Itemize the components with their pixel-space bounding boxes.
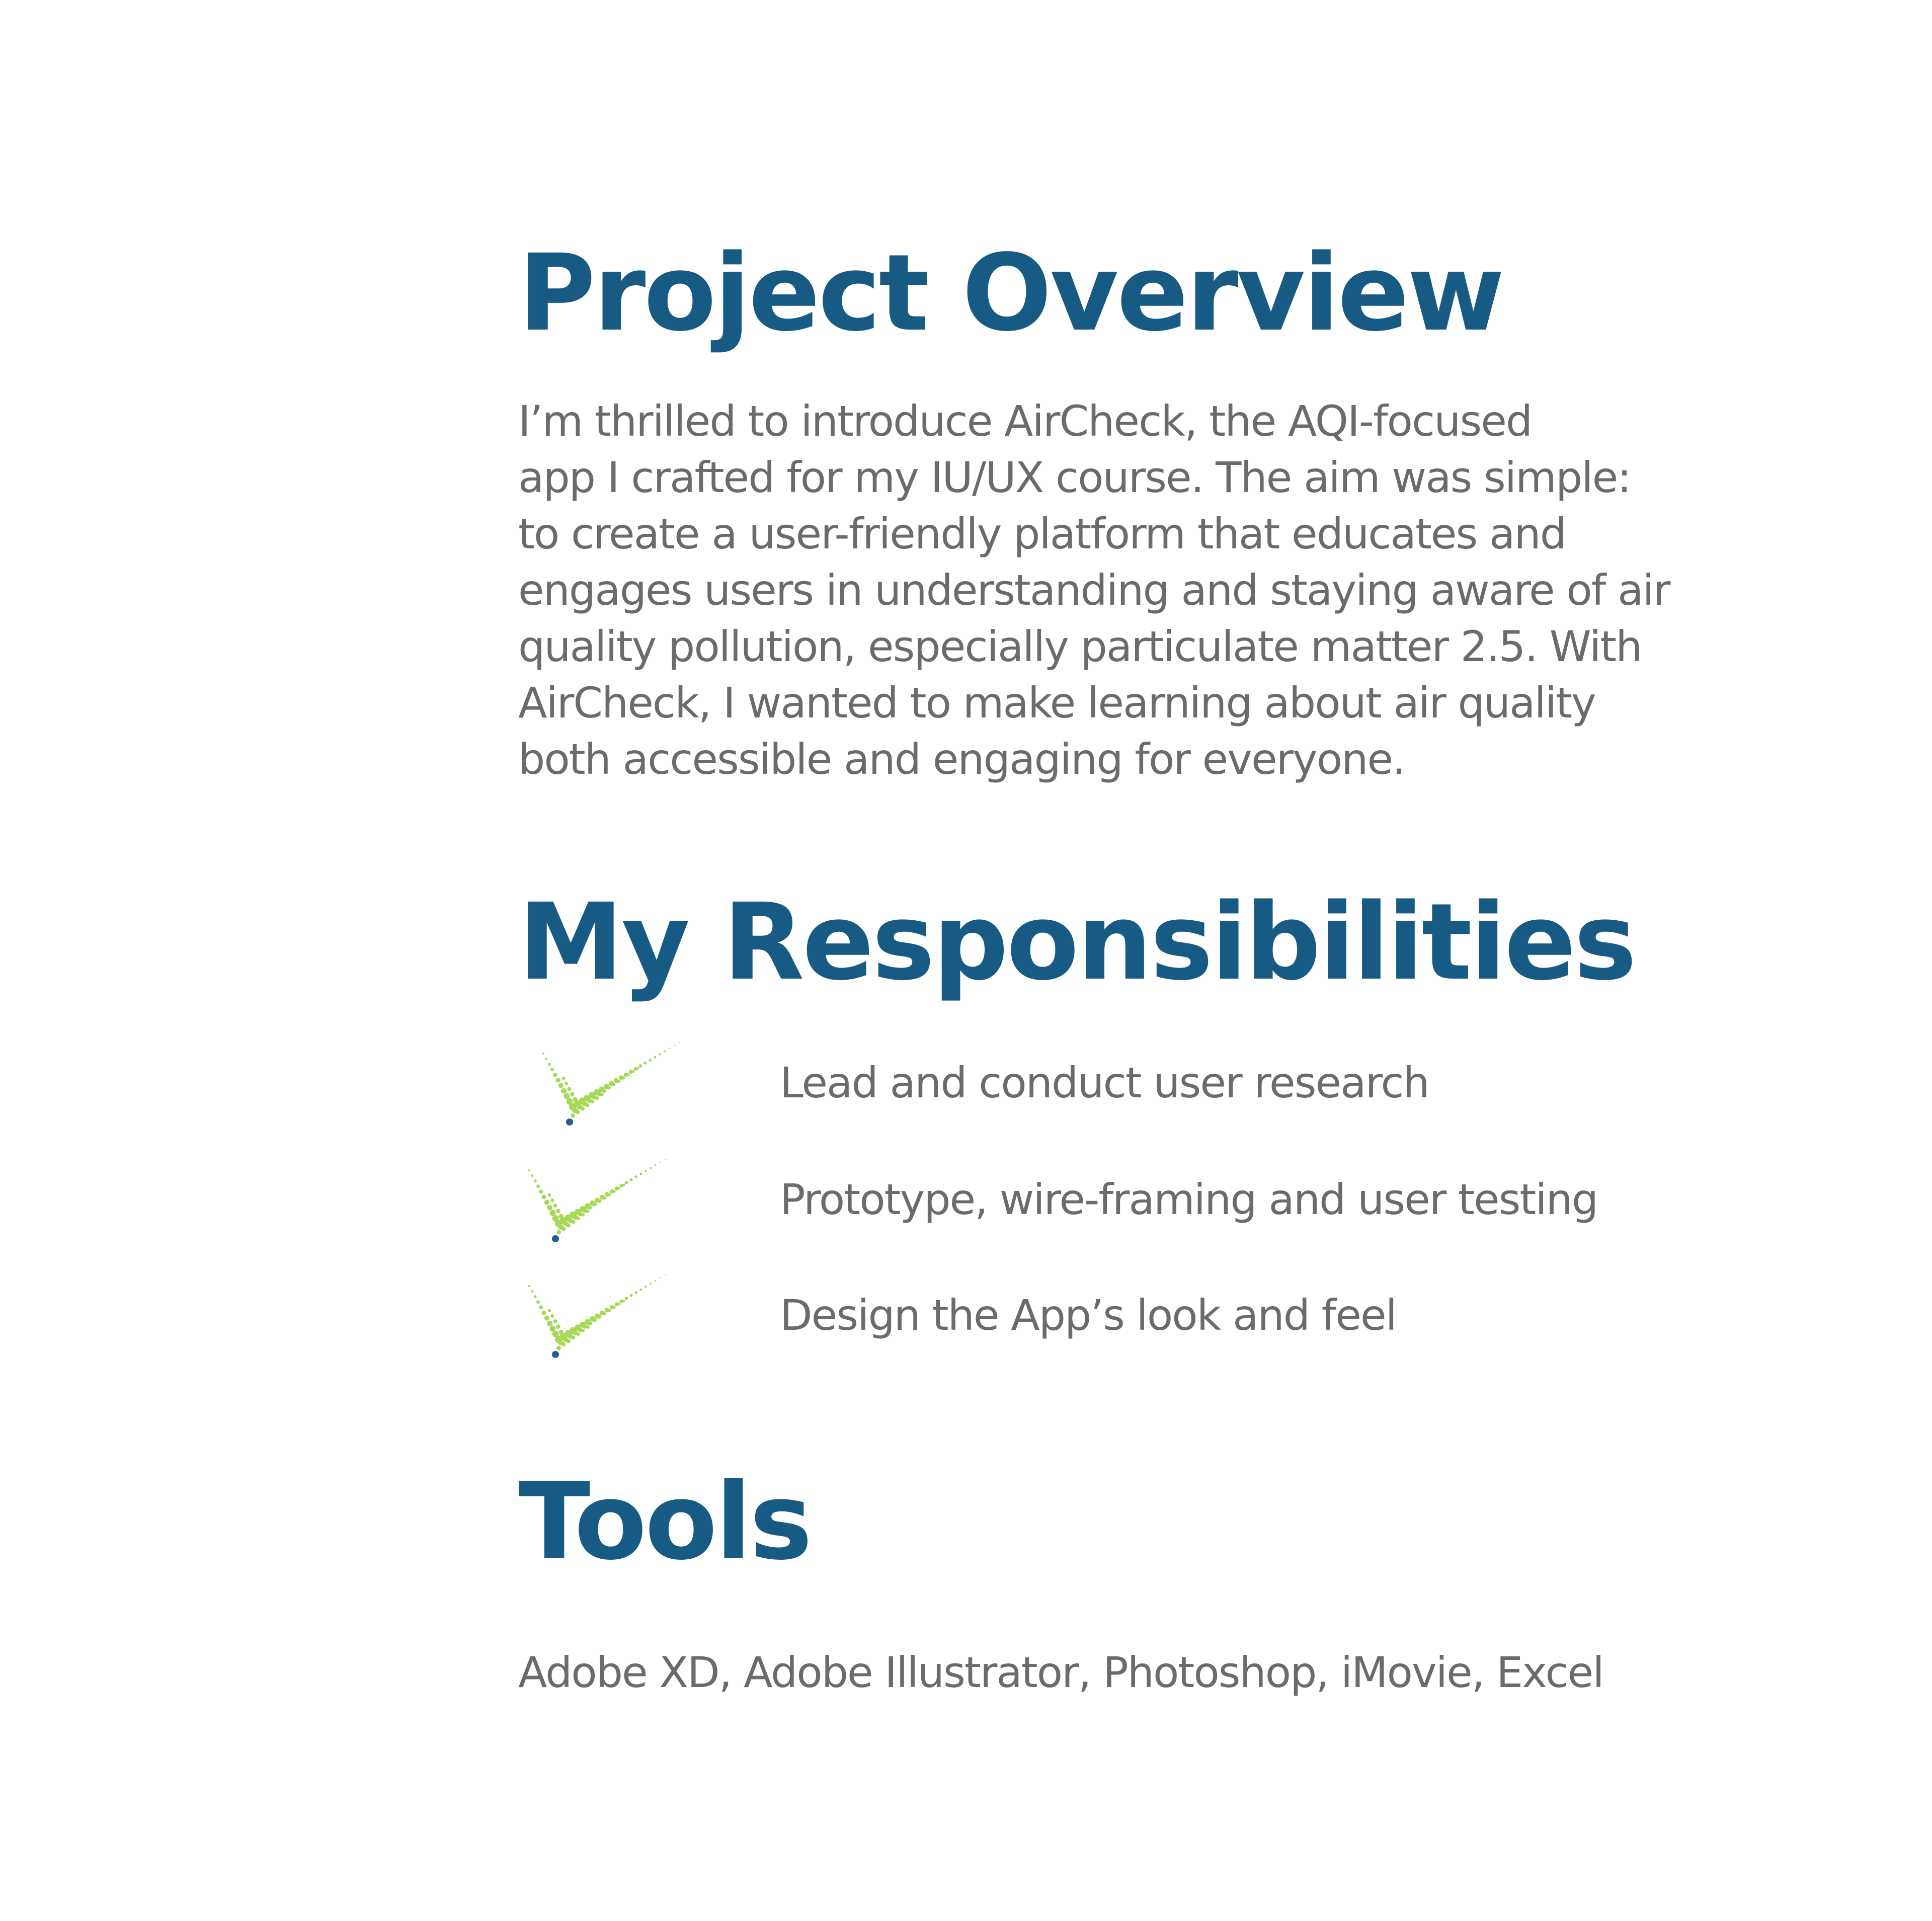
project-overview-paragraph <box>518 393 1766 787</box>
paragraph-line: to create a user-friendly platform that educates and <box>518 509 1566 558</box>
paragraph-line: engages users in understanding and staying aware of air <box>518 566 1670 615</box>
paragraph-line: I’m thrilled to introduce AirCheck, the AQI-focused <box>518 396 1532 446</box>
dotted-checkmark-icon <box>532 1036 683 1127</box>
responsibility-item <box>518 1153 1826 1244</box>
paragraph-line: both accessible and engaging for everyone. <box>518 735 1405 784</box>
responsibility-label: Design the App’s look and feel <box>780 1291 1397 1340</box>
responsibility-item <box>518 1036 1826 1127</box>
responsibility-label: Lead and conduct user research <box>780 1058 1429 1107</box>
paragraph-line: quality pollution, especially particulate matter 2.5. With <box>518 622 1642 671</box>
project-overview-heading: Project Overview <box>518 231 1503 355</box>
dotted-checkmark-icon <box>518 1153 669 1244</box>
dotted-checkmark-icon <box>518 1269 669 1359</box>
responsibility-label: Prototype, wire-framing and user testing <box>780 1175 1598 1224</box>
tools-heading: Tools <box>518 1460 811 1583</box>
responsibility-item <box>518 1269 1826 1359</box>
tools-list: Adobe XD, Adobe Illustrator, Photoshop, iMovie, Excel <box>518 1648 1603 1697</box>
my-responsibilities-heading: My Responsibilities <box>518 881 1635 1004</box>
paragraph-line: app I crafted for my IU/UX course. The aim was simple: <box>518 453 1631 502</box>
paragraph-line: AirCheck, I wanted to make learning about air quality <box>518 678 1595 728</box>
